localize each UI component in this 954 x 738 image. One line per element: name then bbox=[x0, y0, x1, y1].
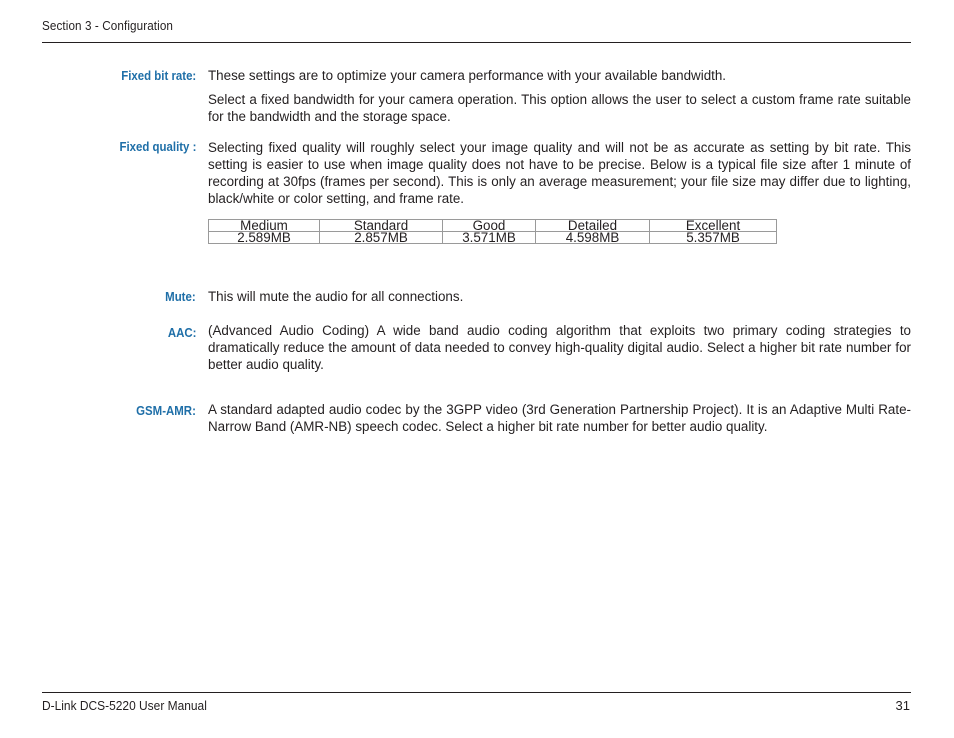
footer-manual-title: D-Link DCS-5220 User Manual bbox=[42, 698, 207, 713]
paragraph-fixed-quality: Selecting fixed quality will roughly select your image quality and will not be as accurate as setting by bit rate. This setting is easier to use when image quality does not have to be precise. Below is a typical file size after 1 minute of recording at 30fps (frames per second). This is only an average measurement; your file size may differ due to lighting, black/white or color setting, and frame rate. bbox=[208, 140, 911, 206]
footer-page-number: 31 bbox=[895, 698, 910, 713]
table-row bbox=[209, 232, 777, 244]
header-rule bbox=[42, 42, 911, 43]
paragraph-fixed-bit-rate-detail: Select a fixed bandwidth for your camera operation. This option allows the user to select a custom frame rate suitable for the bandwidth and the storage space. bbox=[208, 92, 911, 124]
label-aac: AAC: bbox=[167, 325, 196, 340]
table-value-cell: 4.598MB bbox=[536, 232, 650, 244]
paragraph-gsm-amr: A standard adapted audio codec by the 3GPP video (3rd Generation Partnership Project). It is an Adaptive Multi Rate-Narrow Band (AMR-NB) speech codec. Select a higher bit rate number for better audio quality. bbox=[208, 402, 911, 434]
table-header-cell: Medium bbox=[209, 220, 320, 232]
file-size-table bbox=[208, 219, 777, 244]
label-fixed-bit-rate: Fixed bit rate: bbox=[120, 68, 196, 83]
table-header-cell: Excellent bbox=[650, 220, 777, 232]
page-header-section: Section 3 - Configuration bbox=[42, 18, 174, 33]
label-mute: Mute: bbox=[165, 289, 196, 304]
paragraph-mute: This will mute the audio for all connections. bbox=[208, 289, 464, 304]
table-value-cell: 3.571MB bbox=[443, 232, 536, 244]
table-value-cell: 2.857MB bbox=[320, 232, 443, 244]
table-value-cell: 5.357MB bbox=[650, 232, 777, 244]
table-header-cell: Good bbox=[443, 220, 536, 232]
paragraph-fixed-bit-rate-intro: These settings are to optimize your camera performance with your available bandwidth. bbox=[208, 68, 727, 83]
table-header-cell: Standard bbox=[320, 220, 443, 232]
footer-rule bbox=[42, 692, 911, 693]
label-fixed-quality: Fixed quality : bbox=[119, 139, 196, 154]
label-gsm-amr: GSM-AMR: bbox=[136, 403, 196, 418]
table-header-cell: Detailed bbox=[536, 220, 650, 232]
paragraph-aac: (Advanced Audio Coding) A wide band audio coding algorithm that exploits two primary coding strategies to dramatically reduce the amount of data needed to convey high-quality digital audio. Select a higher bit rate number for better audio quality. bbox=[208, 323, 911, 372]
table-value-cell: 2.589MB bbox=[209, 232, 320, 244]
